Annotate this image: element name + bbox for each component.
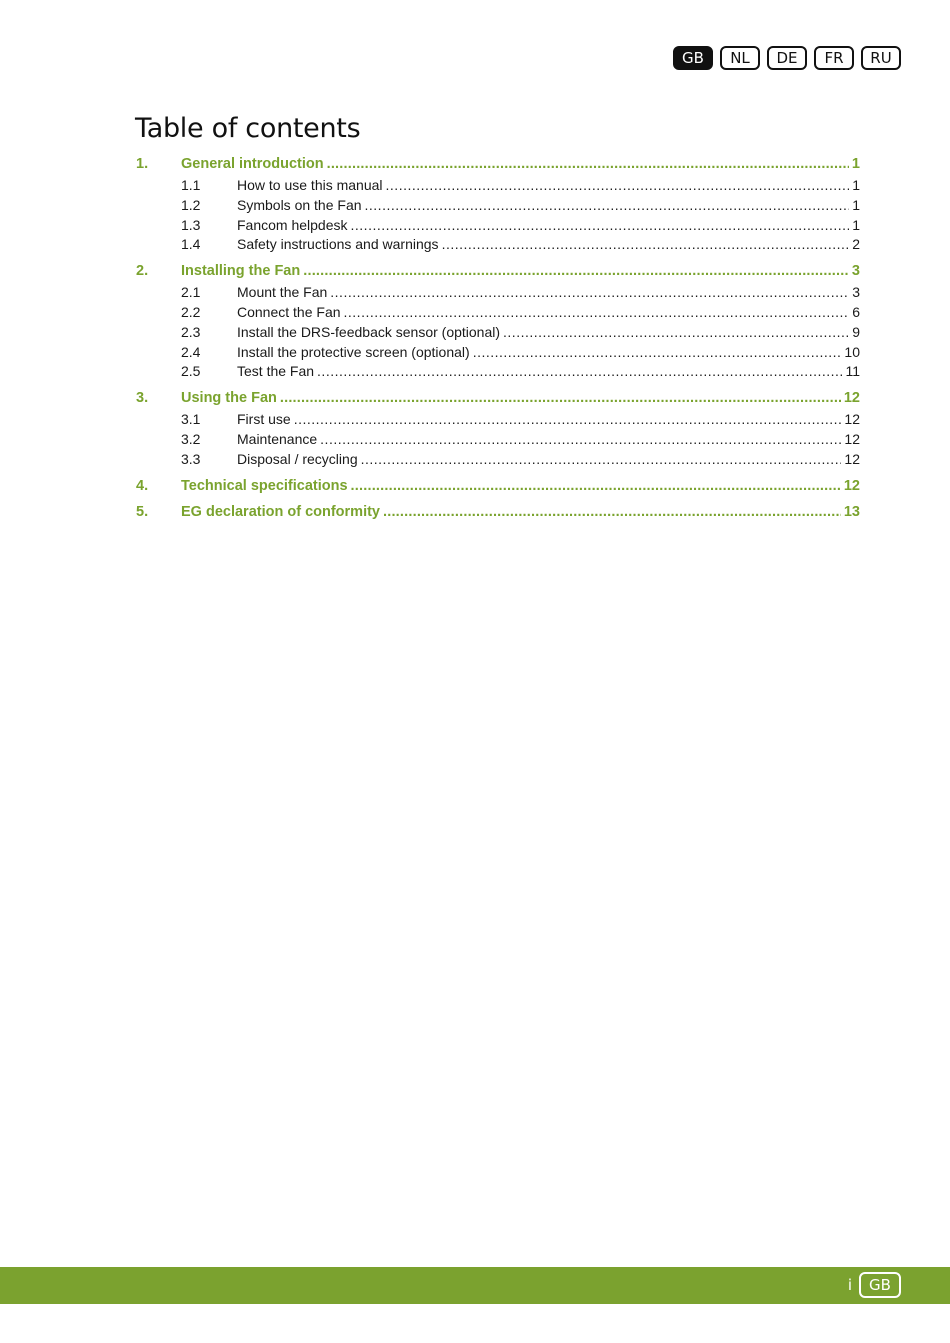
toc-section[interactable] — [136, 196, 860, 216]
toc-chapter-title: EG declaration of conformity — [181, 503, 380, 520]
toc-page-number: 12 — [844, 430, 860, 447]
toc-page-number: 3 — [852, 284, 860, 301]
toc-section-title: Install the DRS-feedback sensor (optional) — [237, 323, 501, 340]
language-tab-nl[interactable]: NL — [720, 46, 760, 70]
toc-section-number: 2.2 — [181, 303, 201, 320]
language-tab-ru[interactable]: RU — [861, 46, 901, 70]
toc-leader-dots — [294, 410, 842, 430]
toc-section-number: 2.3 — [181, 323, 201, 340]
toc-leader-dots — [361, 450, 842, 470]
toc-leader-dots — [386, 176, 850, 196]
toc-section-title: Safety instructions and warnings — [237, 236, 439, 253]
toc-section-number: 2.1 — [181, 284, 201, 301]
toc-chapter-number: 4. — [136, 477, 149, 494]
toc-chapter[interactable] — [136, 388, 860, 408]
toc-section-title: Maintenance — [237, 430, 318, 447]
toc-page-number: 13 — [843, 503, 860, 520]
toc-chapter-number: 3. — [136, 390, 149, 407]
toc-page-number: 1 — [852, 216, 860, 233]
language-tab-de[interactable]: DE — [767, 46, 807, 70]
toc-section-number: 3.3 — [181, 450, 201, 467]
toc-leader-dots — [327, 154, 849, 174]
toc-chapter[interactable] — [136, 261, 860, 281]
toc-section-title: Fancom helpdesk — [237, 216, 348, 233]
toc-page-number: 3 — [851, 263, 860, 280]
toc-section-title: Install the protective screen (optional) — [237, 343, 470, 360]
toc-leader-dots — [330, 283, 849, 303]
toc-section[interactable] — [136, 362, 860, 382]
toc-chapter-number: 5. — [136, 503, 149, 520]
toc-page-number: 1 — [851, 156, 860, 172]
toc-page-number: 2 — [852, 236, 860, 253]
toc-chapter-title: General introduction — [181, 156, 324, 172]
toc-section-title: Test the Fan — [237, 363, 315, 380]
toc-chapter[interactable] — [136, 154, 860, 174]
toc-leader-dots — [303, 261, 849, 281]
toc-chapter[interactable] — [136, 502, 860, 522]
toc-section[interactable] — [136, 343, 860, 363]
footer-band — [0, 1267, 950, 1304]
toc-section-number: 3.2 — [181, 430, 201, 447]
toc-section-title: Connect the Fan — [237, 303, 341, 320]
toc-page-number: 1 — [852, 177, 860, 193]
toc-page-number: 9 — [852, 323, 860, 340]
toc-page-number: 12 — [843, 477, 860, 494]
toc-section[interactable] — [136, 430, 860, 450]
toc-leader-dots — [344, 303, 850, 323]
table-of-contents — [136, 154, 860, 524]
toc-section[interactable] — [136, 450, 860, 470]
footer-language-badge: GB — [859, 1272, 901, 1298]
toc-leader-dots — [365, 196, 850, 216]
toc-section[interactable] — [136, 283, 860, 303]
language-selector — [673, 46, 901, 70]
toc-section-number: 1.3 — [181, 216, 201, 233]
toc-section-title: How to use this manual — [237, 177, 383, 193]
toc-section[interactable] — [136, 323, 860, 343]
toc-section-title: Disposal / recycling — [237, 450, 358, 467]
toc-leader-dots — [351, 216, 850, 236]
toc-page-number: 1 — [852, 196, 860, 213]
toc-section-number: 1.2 — [181, 196, 201, 213]
toc-page-number: 12 — [843, 390, 860, 407]
toc-section-title: First use — [237, 411, 291, 428]
toc-section-number: 1.1 — [181, 177, 201, 193]
toc-chapter-number: 1. — [136, 156, 149, 172]
toc-leader-dots — [503, 323, 849, 343]
toc-section-title: Symbols on the Fan — [237, 196, 362, 213]
toc-section-number: 2.5 — [181, 363, 201, 380]
toc-chapter-title: Using the Fan — [181, 390, 277, 407]
footer-page-number: i — [847, 1276, 852, 1294]
toc-section[interactable] — [136, 176, 860, 196]
toc-section-number: 3.1 — [181, 411, 201, 428]
toc-leader-dots — [351, 476, 841, 496]
toc-leader-dots — [320, 430, 841, 450]
toc-page-number: 11 — [845, 363, 860, 380]
toc-leader-dots — [473, 343, 842, 363]
toc-chapter[interactable] — [136, 476, 860, 496]
toc-leader-dots — [280, 388, 841, 408]
toc-section-number: 1.4 — [181, 236, 201, 253]
toc-chapter-title: Installing the Fan — [181, 263, 301, 280]
language-tab-fr[interactable]: FR — [814, 46, 854, 70]
toc-leader-dots — [383, 502, 841, 522]
toc-section-number: 2.4 — [181, 343, 201, 360]
toc-leader-dots — [442, 235, 850, 255]
language-tab-gb[interactable]: GB — [673, 46, 713, 70]
page-title: Table of contents — [135, 113, 361, 144]
toc-page-number: 10 — [844, 343, 860, 360]
toc-chapter-number: 2. — [136, 263, 149, 280]
toc-section[interactable] — [136, 235, 860, 255]
toc-chapter-title: Technical specifications — [181, 477, 348, 494]
toc-section[interactable] — [136, 216, 860, 236]
toc-page-number: 12 — [844, 411, 860, 428]
toc-page-number: 12 — [844, 450, 860, 467]
toc-leader-dots — [317, 362, 842, 382]
toc-page-number: 6 — [852, 303, 860, 320]
toc-section[interactable] — [136, 410, 860, 430]
toc-section[interactable] — [136, 303, 860, 323]
toc-section-title: Mount the Fan — [237, 284, 328, 301]
